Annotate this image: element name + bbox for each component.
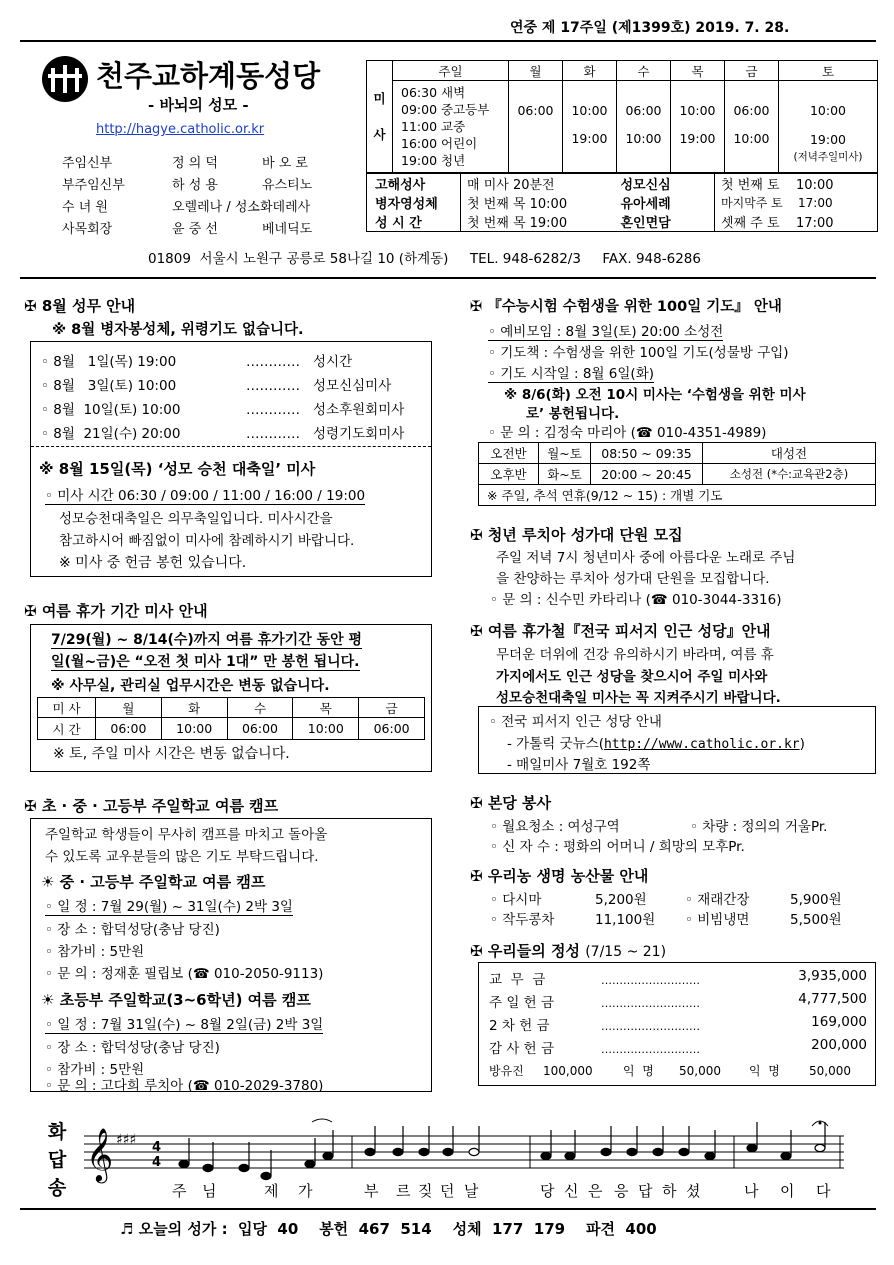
time: 06:00 [517, 103, 554, 118]
aug-box [30, 341, 432, 577]
sacrament-label: 성모신심 [620, 178, 671, 193]
lyric: 하 [662, 1182, 677, 1200]
farm-item: ◦ 작두콩차 [490, 912, 555, 928]
day-header: 월 [509, 61, 563, 81]
el-camp-title: ☀ 초등부 주일학교(3~6학년) 여름 캠프 [41, 991, 311, 1009]
offering-title [470, 940, 666, 961]
staff-baptism: 바 오 로 [262, 156, 308, 171]
lyric: 제 [264, 1182, 279, 1200]
sacrament-label: 유아세례 [620, 197, 671, 212]
time: 06:00 [96, 718, 162, 740]
farm-title [470, 865, 648, 886]
time: 19:00 청년 [401, 153, 466, 168]
sacrament-label: 고해성사 [375, 178, 426, 193]
vacation-box-line: - 가톨릭 굿뉴스( [507, 736, 604, 752]
time: 10:00 [161, 718, 227, 740]
cross-bullet-icon: ✠ [470, 794, 483, 812]
lyric: 부 [364, 1182, 379, 1200]
donor-name: 방유진 [489, 1064, 524, 1078]
lyric: 주 [172, 1182, 187, 1200]
farm-item: ◦ 다시마 [490, 892, 542, 908]
cross-bullet-icon: ✠ [470, 942, 483, 960]
dot-leader: ……………………… [601, 974, 700, 987]
time: 06:30 새벽 [401, 85, 466, 100]
sacrament-value: 첫 번째 토 10:00 [715, 174, 878, 194]
farm-title-text: 우리농 생명 농산물 안내 [487, 867, 649, 885]
choir-title [470, 524, 683, 545]
day-header: 금 [725, 61, 779, 81]
ms-camp-fee: ◦ 참가비 : 5만원 [45, 944, 145, 960]
header-rule-bottom [20, 277, 876, 279]
day-header: 수 [227, 698, 293, 718]
cross-bullet-icon: ✠ [24, 797, 37, 815]
lyric: 다 [816, 1182, 831, 1200]
time: 11:00 교중 [401, 119, 466, 134]
farm-price: 11,100원 [595, 912, 656, 928]
cross-bullet-icon: ✠ [24, 602, 37, 620]
treble-clef-icon: 𝄞 [86, 1127, 114, 1181]
time: 06:00 [359, 718, 425, 740]
dot-leader: ……………………… [601, 997, 700, 1010]
footer-rule [20, 1208, 876, 1210]
exam-line: ◦ 기도 시작일 : 8월 6일(화) [488, 366, 655, 382]
psalm-label [42, 1118, 72, 1202]
aug-event: 성모신심미사 [313, 378, 392, 394]
vacation-box-line: - 매일미사 7월호 192쪽 [507, 757, 651, 773]
aug-event: 성시간 [313, 354, 353, 370]
el-camp-contact: ◦ 문 의 : 고다희 루치아 (☎ 010-2029-3780) [45, 1078, 324, 1094]
lyric: 던 [440, 1182, 455, 1200]
sacrament-label: 성 시 간 [375, 216, 422, 231]
donor-amount: 100,000 [543, 1064, 593, 1078]
time: 09:00 중고등부 [401, 102, 490, 117]
offering-value: 200,000 [811, 1037, 867, 1053]
exam-note: 로’ 봉헌됩니다. [526, 406, 620, 422]
lyric: 님 [202, 1182, 217, 1200]
lyric: 날 [464, 1182, 479, 1200]
farm-item: ◦ 재래간장 [685, 892, 750, 908]
vacation-box-line: ◦ 전국 피서지 인근 성당 안내 [489, 714, 662, 730]
aug-title [24, 295, 135, 316]
dot-leader: ………… [246, 378, 300, 394]
cross-bullet-icon: ✠ [470, 299, 483, 315]
donor-amount: 50,000 [679, 1064, 721, 1078]
day-header: 목 [671, 61, 725, 81]
lyric: 응 [614, 1182, 629, 1200]
camp-title [24, 795, 278, 816]
time: 19:00 [571, 131, 608, 146]
day-header: 월 [96, 698, 162, 718]
sacrament-value: 마지막주 토 17:00 [715, 193, 878, 212]
aug-event: 성령기도회미사 [313, 426, 405, 442]
exam-line: ◦ 기도책 : 수험생을 위한 100일 기도(성물방 구입) [488, 345, 789, 361]
aug-date: ◦ 8월 10일(토) 10:00 [41, 402, 181, 418]
offering-box [478, 962, 876, 1086]
service-line: ◦ 차량 : 정의의 거울Pr. [690, 819, 828, 835]
summer-note: ※ 사무실, 관리실 업무시간은 변동 없습니다. [51, 678, 330, 694]
choir-body: 을 찬양하는 루치아 성가대 단원을 모집합니다. [496, 571, 770, 587]
day-header: 화 [563, 61, 617, 81]
dot-leader: ………… [246, 354, 300, 370]
exam-note: ※ 8/6(화) 오전 10시 미사는 ‘수험생을 위한 미사 [504, 387, 806, 403]
choir-contact: ◦ 문 의 : 신수민 카타리나 (☎ 010-3044-3316) [490, 592, 782, 608]
exam-cell: 오전반 [479, 443, 539, 464]
offering-value: 3,935,000 [798, 968, 867, 984]
staff-name: 하 성 용 [172, 178, 218, 193]
psalm-label-char: 화 [47, 1121, 67, 1143]
ms-camp-place: ◦ 장 소 : 합덕성당(충남 당진) [45, 922, 220, 938]
aug-subtitle: ※ 8월 병자봉성체, 위령기도 없습니다. [52, 322, 304, 338]
farm-price: 5,200원 [595, 892, 647, 908]
exam-contact: ◦ 문 의 : 김정숙 마리아 (☎ 010-4351-4989) [488, 425, 767, 441]
sacrament-value: 매 미사 20분전 [461, 174, 611, 194]
day-header: 금 [359, 698, 425, 718]
dot-leader: ………… [246, 402, 300, 418]
camp-intro: 수 있도록 교우분들의 많은 기도 부탁드립니다. [45, 849, 319, 865]
el-camp-fee: ◦ 참가비 : 5만원 [45, 1062, 145, 1078]
parish-patron: - 바뇌의 성모 - [148, 96, 249, 114]
time: 10:00 [293, 718, 359, 740]
ms-camp-date: ◦ 일 정 : 7월 29(월) ~ 31일(수) 2박 3일 [45, 899, 293, 915]
summer-label: 미 사 [38, 698, 96, 718]
lyric: 은 [588, 1182, 603, 1200]
farm-item: ◦ 비빔냉면 [685, 912, 750, 928]
summer-line: 일(월~금)은 “오전 첫 미사 1대” 만 봉헌 됩니다. [51, 654, 360, 670]
vacation-box [478, 706, 876, 774]
exam-cell: 소성전 (*수:교육관2층) [703, 464, 876, 485]
staff-role: 수 녀 원 [62, 200, 108, 215]
time: (저녁주일미사) [793, 151, 863, 163]
aug-event: 성소후원회미사 [313, 402, 405, 418]
goodnews-link[interactable]: http://www.catholic.or.kr [603, 737, 800, 752]
offering-label: 감 사 헌 금 [489, 1041, 555, 1057]
summer-box [30, 624, 432, 772]
cross-bullet-icon: ✠ [24, 297, 37, 315]
mass-label: 미 [373, 90, 386, 106]
offering-value: 169,000 [811, 1014, 867, 1030]
time: 10:00 [679, 103, 716, 118]
time: 10:00 [733, 131, 770, 146]
aug-title-text: 8월 성무 안내 [41, 297, 136, 315]
aug-date: ◦ 8월 3일(토) 10:00 [41, 378, 177, 394]
vacation-title [470, 620, 771, 641]
staff-name: 윤 중 선 [172, 222, 218, 237]
cross-bullet-icon: ✠ [470, 867, 483, 885]
time: 10:00 [571, 103, 608, 118]
exam-table-note: ※ 주일, 추석 연휴(9/12 ~ 15) : 개별 기도 [479, 485, 876, 506]
choir-title-text: 청년 루치아 성가대 단원 모집 [487, 526, 683, 544]
sacrament-value: 첫 번째 목 10:00 [461, 193, 611, 212]
donor-name: 익 명 [749, 1064, 780, 1078]
vacation-box-line: ) [799, 736, 805, 752]
staff-baptism: 유스티노 [262, 178, 313, 193]
assumption-times: ◦ 미사 시간 06:30 / 09:00 / 11:00 / 16:00 / 19:00 [45, 488, 366, 504]
summer-line: 7/29(월) ~ 8/14(수)까지 여름 휴가기간 동안 평 [51, 632, 363, 648]
exam-cell: 20:00 ~ 20:45 [591, 464, 703, 485]
dot-leader: ……………………… [601, 1043, 700, 1056]
summer-label: 시 간 [38, 718, 96, 740]
issue-line: 연중 제 17주일 (제1399호) 2019. 7. 28. [510, 20, 790, 36]
psalm-lyrics [168, 1180, 868, 1202]
sacrament-value: 셋째 주 토 17:00 [715, 212, 878, 232]
offering-value: 4,777,500 [798, 991, 867, 1007]
lyric: 셨 [686, 1182, 701, 1200]
vacation-body: 성모승천대축일 미사는 꼭 지켜주시기 바랍니다. [496, 690, 781, 706]
dot-leader: ……………………… [601, 1020, 700, 1033]
time: 19:00 [809, 132, 847, 147]
day-header: 주일 [393, 61, 509, 81]
cross-bullet-icon: ✠ [470, 526, 483, 544]
sunday-times [393, 81, 509, 173]
key-signature-icon: ♯♯♯ [116, 1132, 137, 1148]
vacation-title-text: 여름 휴가철『전국 피서지 인근 성당』안내 [487, 622, 771, 640]
parish-url-link[interactable]: http://hagye.catholic.or.kr [96, 122, 265, 137]
exam-cell: 화~토 [539, 464, 591, 485]
service-line: ◦ 월요청소 : 여성구역 [490, 819, 620, 835]
day-header: 화 [161, 698, 227, 718]
exam-table [478, 442, 876, 506]
assumption-body: 성모승천대축일은 의무축일입니다. 미사시간을 [59, 511, 333, 527]
service-title-text: 본당 봉사 [487, 794, 551, 812]
exam-line: ◦ 예비모임 : 8월 3일(토) 20:00 소성전 [488, 324, 724, 340]
service-line: ◦ 신 자 수 : 평화의 어머니 / 희망의 모후Pr. [490, 839, 745, 855]
summer-title [24, 600, 208, 621]
donor-name: 익 명 [623, 1064, 654, 1078]
farm-price: 5,900원 [790, 892, 842, 908]
aug-date: ◦ 8월 1일(목) 19:00 [41, 354, 177, 370]
day-header: 토 [779, 61, 878, 81]
mass-schedule-table [366, 60, 878, 173]
staff-name: 오렐레나 / 성소화데레사 [172, 200, 311, 215]
summer-note-2: ※ 토, 주일 미사 시간은 변동 없습니다. [53, 746, 290, 762]
offering-period: (7/15 ~ 21) [585, 944, 667, 960]
time: 19:00 [679, 131, 716, 146]
ms-camp-title: ☀ 중 · 고등부 주일학교 여름 캠프 [41, 873, 266, 891]
lyric: 신 [564, 1182, 579, 1200]
staff-role: 부주임신부 [62, 178, 125, 193]
camp-title-text: 초 · 중 · 고등부 주일학교 여름 캠프 [41, 797, 279, 815]
offering-label: 교 무 금 [489, 972, 546, 988]
parish-address: 01809 서울시 노원구 공릉로 58나길 10 (하계동) TEL. 948-6282/3 FAX. 948-6286 [148, 251, 701, 267]
assumption-title: ※ 8월 15일(목) ‘성모 승천 대축일’ 미사 [39, 460, 316, 478]
lyric: 짖 [418, 1182, 433, 1200]
staff-baptism: 베네딕도 [262, 222, 313, 237]
assumption-body: 참고하시어 빠짐없이 미사에 참례하시기 바랍니다. [59, 533, 355, 549]
aug-date: ◦ 8월 21일(수) 20:00 [41, 426, 181, 442]
parish-logo [42, 56, 88, 102]
service-title [470, 792, 551, 813]
time: 16:00 어린이 [401, 136, 478, 151]
lyric: 답 [638, 1182, 653, 1200]
mass-label: 사 [373, 126, 386, 142]
cross-logo-icon [42, 56, 88, 102]
assumption-note: ※ 미사 중 헌금 봉헌 있습니다. [59, 555, 247, 571]
farm-price: 5,500원 [790, 912, 842, 928]
time: 10:00 [625, 131, 662, 146]
lyric: 이 [780, 1182, 795, 1200]
summer-title-text: 여름 휴가 기간 미사 안내 [41, 602, 208, 620]
exam-cell: 월~토 [539, 443, 591, 464]
exam-cell: 오후반 [479, 464, 539, 485]
vacation-body: 무더운 더위에 건강 유의하시기 바라며, 여름 휴 [496, 647, 774, 663]
lyric: 가 [298, 1182, 313, 1200]
exam-title [470, 295, 782, 316]
time-signature-icon: 4 [152, 1155, 162, 1170]
camp-intro: 주일학교 학생들이 무사히 캠프를 마치고 돌아올 [45, 827, 328, 843]
staff-role: 주임신부 [62, 156, 113, 171]
staff-role: 사목회장 [62, 222, 113, 237]
divider [31, 446, 431, 447]
psalm-label-char: 답 [47, 1149, 67, 1171]
todays-hymns: ♬ 오늘의 성가 : 입당 40 봉헌 467 514 성체 177 179 파견 400 [120, 1220, 657, 1238]
sacrament-label: 병자영성체 [375, 197, 438, 212]
time: 06:00 [625, 103, 662, 118]
day-header: 수 [617, 61, 671, 81]
time: 06:00 [227, 718, 293, 740]
ms-camp-contact: ◦ 문 의 : 정재훈 필립보 (☎ 010-2050-9113) [45, 966, 324, 982]
sacrament-label: 혼인면담 [620, 216, 671, 231]
time-signature-icon: 4 [152, 1140, 162, 1155]
offering-label: 주 일 헌 금 [489, 995, 555, 1011]
choir-body: 주일 저녁 7시 청년미사 중에 아름다운 노래로 주님 [496, 550, 796, 566]
offering-label: 2 차 헌 금 [489, 1018, 550, 1034]
staff-name: 정 의 덕 [172, 156, 218, 171]
time: 10:00 [809, 103, 847, 118]
header-rule-top [20, 40, 876, 42]
sacraments-table [366, 173, 878, 232]
el-camp-date: ◦ 일 정 : 7월 31일(수) ~ 8월 2일(금) 2박 3일 [45, 1017, 324, 1033]
lyric: 르 [396, 1182, 411, 1200]
summer-mass-table [37, 697, 425, 740]
time: 06:00 [733, 103, 770, 118]
exam-cell: 08:50 ~ 09:35 [591, 443, 703, 464]
donor-amount: 50,000 [809, 1064, 851, 1078]
lyric: 당 [540, 1182, 555, 1200]
exam-title-text: 『수능시험 수험생을 위한 100일 기도』 안내 [487, 299, 782, 315]
psalm-staff [84, 1118, 874, 1184]
day-header: 목 [293, 698, 359, 718]
offering-title-text: 우리들의 정성 [487, 942, 580, 960]
psalm-label-char: 송 [47, 1177, 67, 1199]
exam-cell: 대성전 [703, 443, 876, 464]
tie-icon [312, 1119, 332, 1122]
dot-leader: ………… [246, 426, 300, 442]
lyric: 나 [744, 1182, 759, 1200]
cross-bullet-icon: ✠ [470, 622, 483, 640]
parish-name: 천주교하계동성당 [96, 59, 321, 93]
el-camp-place: ◦ 장 소 : 합덕성당(충남 당진) [45, 1040, 220, 1056]
vacation-body: 가지에서도 인근 성당을 찾으시어 주일 미사와 [496, 669, 768, 685]
camp-box [30, 818, 432, 1092]
sacrament-value: 첫 번째 목 19:00 [461, 212, 611, 232]
